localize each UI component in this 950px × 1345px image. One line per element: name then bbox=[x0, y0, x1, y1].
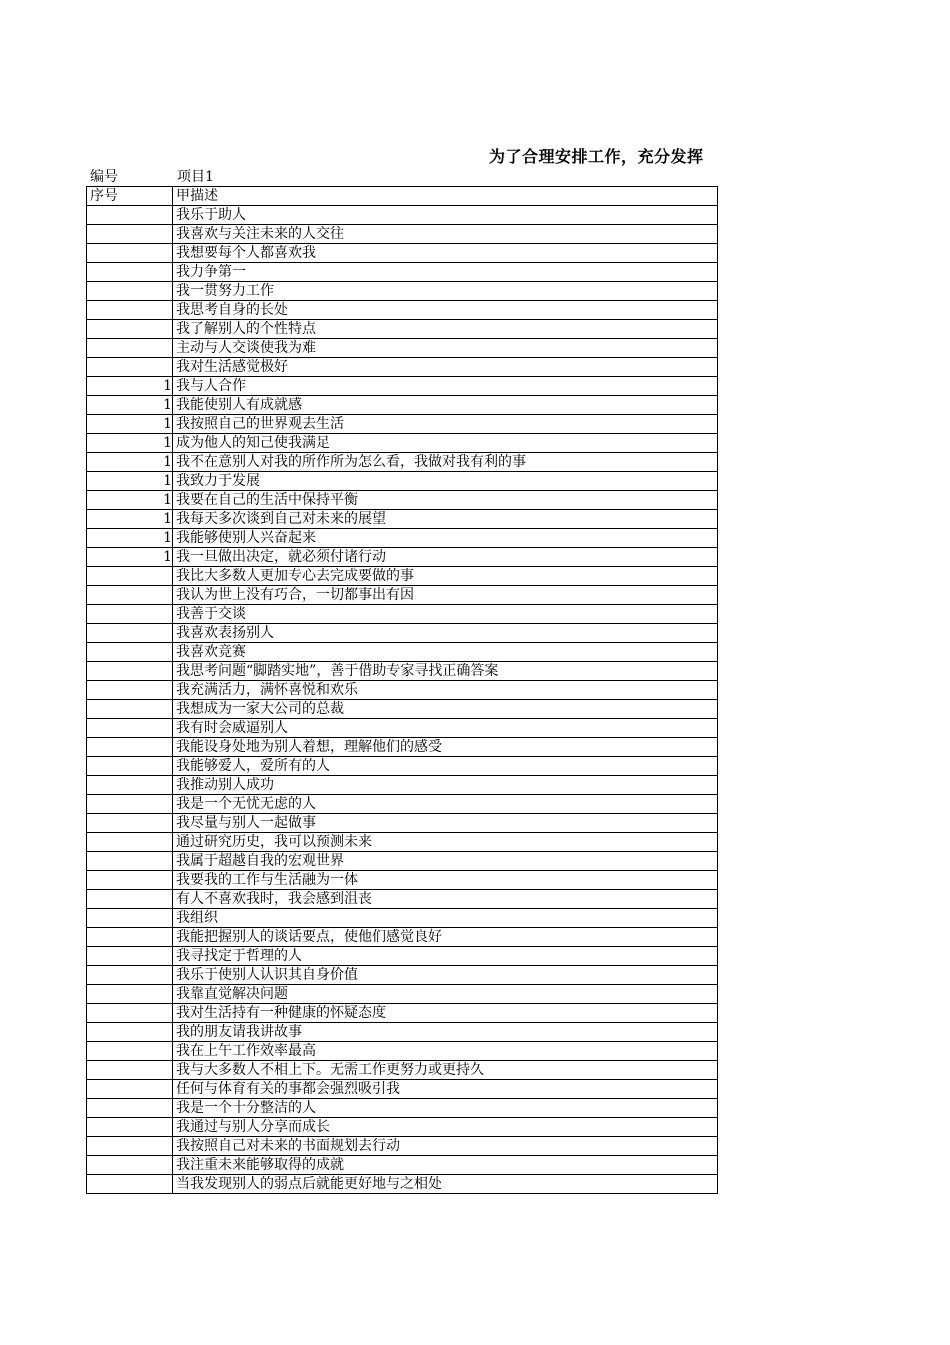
row-number-cell bbox=[87, 263, 173, 282]
row-description-cell: 我属于超越自我的宏观世界 bbox=[173, 852, 718, 871]
table-row bbox=[87, 776, 718, 795]
table-row bbox=[87, 738, 718, 757]
column-header-seq: 序号 bbox=[87, 187, 173, 206]
row-number-cell: 1 bbox=[87, 548, 173, 567]
row-number-cell bbox=[87, 206, 173, 225]
row-description-cell: 成为他人的知己使我满足 bbox=[173, 434, 718, 453]
row-number-cell bbox=[87, 757, 173, 776]
row-description-cell: 我在上午工作效率最高 bbox=[173, 1042, 718, 1061]
table-row bbox=[87, 567, 718, 586]
row-description-cell: 我想成为一家大公司的总裁 bbox=[173, 700, 718, 719]
row-number-cell bbox=[87, 776, 173, 795]
row-number-cell bbox=[87, 662, 173, 681]
column-header-desc: 甲描述 bbox=[173, 187, 718, 206]
row-description-cell: 我与人合作 bbox=[173, 377, 718, 396]
row-description-cell: 我按照自己的世界观去生活 bbox=[173, 415, 718, 434]
table-row bbox=[87, 681, 718, 700]
row-description-cell: 我能把握别人的谈话要点，使他们感觉良好 bbox=[173, 928, 718, 947]
row-number-cell bbox=[87, 795, 173, 814]
row-number-cell bbox=[87, 244, 173, 263]
table-row bbox=[87, 358, 718, 377]
row-number-cell bbox=[87, 1175, 173, 1194]
row-number-cell: 1 bbox=[87, 529, 173, 548]
table-row bbox=[87, 225, 718, 244]
row-number-cell bbox=[87, 871, 173, 890]
row-number-cell bbox=[87, 624, 173, 643]
table-row bbox=[87, 1175, 718, 1194]
row-number-cell bbox=[87, 1061, 173, 1080]
row-description-cell: 我力争第一 bbox=[173, 263, 718, 282]
row-number-cell bbox=[87, 320, 173, 339]
row-number-cell bbox=[87, 814, 173, 833]
row-number-cell bbox=[87, 700, 173, 719]
row-description-cell: 任何与体育有关的事都会强烈吸引我 bbox=[173, 1080, 718, 1099]
row-number-cell bbox=[87, 1004, 173, 1023]
row-description-cell: 我对生活感觉极好 bbox=[173, 358, 718, 377]
row-number-cell bbox=[87, 890, 173, 909]
row-number-cell: 1 bbox=[87, 434, 173, 453]
row-description-cell: 我尽量与别人一起做事 bbox=[173, 814, 718, 833]
row-number-cell bbox=[87, 605, 173, 624]
row-number-cell bbox=[87, 985, 173, 1004]
table-row bbox=[87, 339, 718, 358]
table-row bbox=[87, 662, 718, 681]
label-bianhao: 编号 bbox=[90, 169, 118, 185]
row-number-cell: 1 bbox=[87, 510, 173, 529]
row-number-cell bbox=[87, 1099, 173, 1118]
row-number-cell: 1 bbox=[87, 491, 173, 510]
table-row bbox=[87, 548, 718, 567]
row-number-cell: 1 bbox=[87, 453, 173, 472]
table-row bbox=[87, 586, 718, 605]
table-row bbox=[87, 605, 718, 624]
table-row bbox=[87, 909, 718, 928]
row-number-cell bbox=[87, 586, 173, 605]
table-row bbox=[87, 871, 718, 890]
row-number-cell bbox=[87, 833, 173, 852]
table-row bbox=[87, 700, 718, 719]
row-description-cell: 我思考问题“脚踏实地”，善于借助专家寻找正确答案 bbox=[173, 662, 718, 681]
row-number-cell bbox=[87, 339, 173, 358]
row-description-cell: 我了解别人的个性特点 bbox=[173, 320, 718, 339]
row-description-cell: 我寻找定于哲理的人 bbox=[173, 947, 718, 966]
table-row bbox=[87, 1099, 718, 1118]
row-description-cell: 我能够爱人，爱所有的人 bbox=[173, 757, 718, 776]
row-number-cell bbox=[87, 1156, 173, 1175]
table-row bbox=[87, 1004, 718, 1023]
table-row bbox=[87, 814, 718, 833]
table-row bbox=[87, 320, 718, 339]
table-row bbox=[87, 244, 718, 263]
row-number-cell: 1 bbox=[87, 472, 173, 491]
row-description-cell: 我能使别人有成就感 bbox=[173, 396, 718, 415]
table-row bbox=[87, 263, 718, 282]
row-number-cell bbox=[87, 909, 173, 928]
table-row bbox=[87, 947, 718, 966]
row-description-cell: 我组织 bbox=[173, 909, 718, 928]
row-number-cell bbox=[87, 947, 173, 966]
row-description-cell: 我靠直觉解决问题 bbox=[173, 985, 718, 1004]
row-description-cell: 我对生活持有一种健康的怀疑态度 bbox=[173, 1004, 718, 1023]
row-description-cell: 我思考自身的长处 bbox=[173, 301, 718, 320]
row-description-cell: 我喜欢与关注未来的人交往 bbox=[173, 225, 718, 244]
table-row bbox=[87, 396, 718, 415]
table-row bbox=[87, 377, 718, 396]
table-row bbox=[87, 1118, 718, 1137]
table-row bbox=[87, 719, 718, 738]
table-row bbox=[87, 757, 718, 776]
table-row bbox=[87, 1042, 718, 1061]
row-number-cell: 1 bbox=[87, 396, 173, 415]
row-description-cell: 我按照自己对未来的书面规划去行动 bbox=[173, 1137, 718, 1156]
row-description-cell: 我充满活力，满怀喜悦和欢乐 bbox=[173, 681, 718, 700]
table-row bbox=[87, 833, 718, 852]
row-description-cell: 我认为世上没有巧合，一切都事出有因 bbox=[173, 586, 718, 605]
row-description-cell: 我每天多次谈到自己对未来的展望 bbox=[173, 510, 718, 529]
row-description-cell: 有人不喜欢我时，我会感到沮丧 bbox=[173, 890, 718, 909]
document-title: 为了合理安排工作，充分发挥 bbox=[489, 147, 704, 166]
table-row bbox=[87, 1137, 718, 1156]
table-row bbox=[87, 453, 718, 472]
row-description-cell: 我一贯努力工作 bbox=[173, 282, 718, 301]
row-number-cell bbox=[87, 643, 173, 662]
row-number-cell: 1 bbox=[87, 415, 173, 434]
row-description-cell: 我喜欢竞赛 bbox=[173, 643, 718, 662]
row-number-cell bbox=[87, 282, 173, 301]
row-description-cell: 我善于交谈 bbox=[173, 605, 718, 624]
table-row bbox=[87, 928, 718, 947]
row-number-cell bbox=[87, 966, 173, 985]
row-number-cell bbox=[87, 225, 173, 244]
table-row bbox=[87, 966, 718, 985]
table-row bbox=[87, 795, 718, 814]
row-number-cell bbox=[87, 358, 173, 377]
row-number-cell bbox=[87, 1080, 173, 1099]
table-row bbox=[87, 415, 718, 434]
row-description-cell: 主动与人交谈使我为难 bbox=[173, 339, 718, 358]
row-description-cell: 我的朋友请我讲故事 bbox=[173, 1023, 718, 1042]
row-description-cell: 我与大多数人不相上下。无需工作更努力或更持久 bbox=[173, 1061, 718, 1080]
row-description-cell: 我要我的工作与生活融为一体 bbox=[173, 871, 718, 890]
row-description-cell: 我一旦做出决定，就必须付诸行动 bbox=[173, 548, 718, 567]
row-description-cell: 我是一个无忧无虑的人 bbox=[173, 795, 718, 814]
table-header-row bbox=[87, 187, 718, 206]
questionnaire-table bbox=[86, 186, 718, 1194]
row-description-cell: 我乐于使别人认识其自身价值 bbox=[173, 966, 718, 985]
row-description-cell: 我是一个十分整洁的人 bbox=[173, 1099, 718, 1118]
table-row bbox=[87, 529, 718, 548]
table-row bbox=[87, 472, 718, 491]
table-row bbox=[87, 206, 718, 225]
table-row bbox=[87, 510, 718, 529]
row-number-cell bbox=[87, 719, 173, 738]
row-number-cell bbox=[87, 852, 173, 871]
row-description-cell: 我乐于助人 bbox=[173, 206, 718, 225]
row-description-cell: 我通过与别人分享而成长 bbox=[173, 1118, 718, 1137]
row-number-cell: 1 bbox=[87, 377, 173, 396]
table-row bbox=[87, 890, 718, 909]
table-row bbox=[87, 434, 718, 453]
table-row bbox=[87, 624, 718, 643]
row-description-cell: 我要在自己的生活中保持平衡 bbox=[173, 491, 718, 510]
table-row bbox=[87, 643, 718, 662]
row-description-cell: 我喜欢表扬别人 bbox=[173, 624, 718, 643]
row-description-cell: 我不在意别人对我的所作所为怎么看，我做对我有利的事 bbox=[173, 453, 718, 472]
row-number-cell bbox=[87, 928, 173, 947]
row-number-cell bbox=[87, 1042, 173, 1061]
row-number-cell bbox=[87, 567, 173, 586]
table-row bbox=[87, 1156, 718, 1175]
row-number-cell bbox=[87, 1118, 173, 1137]
table-row bbox=[87, 1080, 718, 1099]
row-description-cell: 我推动别人成功 bbox=[173, 776, 718, 795]
table-row bbox=[87, 301, 718, 320]
row-description-cell: 我想要每个人都喜欢我 bbox=[173, 244, 718, 263]
row-description-cell: 我比大多数人更加专心去完成要做的事 bbox=[173, 567, 718, 586]
row-number-cell bbox=[87, 1023, 173, 1042]
table-row bbox=[87, 985, 718, 1004]
row-description-cell: 我致力于发展 bbox=[173, 472, 718, 491]
row-number-cell bbox=[87, 738, 173, 757]
row-description-cell: 我注重未来能够取得的成就 bbox=[173, 1156, 718, 1175]
table-row bbox=[87, 852, 718, 871]
table-row bbox=[87, 1023, 718, 1042]
row-number-cell bbox=[87, 681, 173, 700]
row-description-cell: 我有时会威逼别人 bbox=[173, 719, 718, 738]
row-description-cell: 我能够使别人兴奋起来 bbox=[173, 529, 718, 548]
row-number-cell bbox=[87, 1137, 173, 1156]
table-row bbox=[87, 491, 718, 510]
table-row bbox=[87, 1061, 718, 1080]
row-number-cell bbox=[87, 301, 173, 320]
label-xiangmu: 项目1 bbox=[177, 169, 214, 185]
row-description-cell: 我能设身处地为别人着想，理解他们的感受 bbox=[173, 738, 718, 757]
table-row bbox=[87, 282, 718, 301]
row-description-cell: 通过研究历史，我可以预测未来 bbox=[173, 833, 718, 852]
row-description-cell: 当我发现别人的弱点后就能更好地与之相处 bbox=[173, 1175, 718, 1194]
